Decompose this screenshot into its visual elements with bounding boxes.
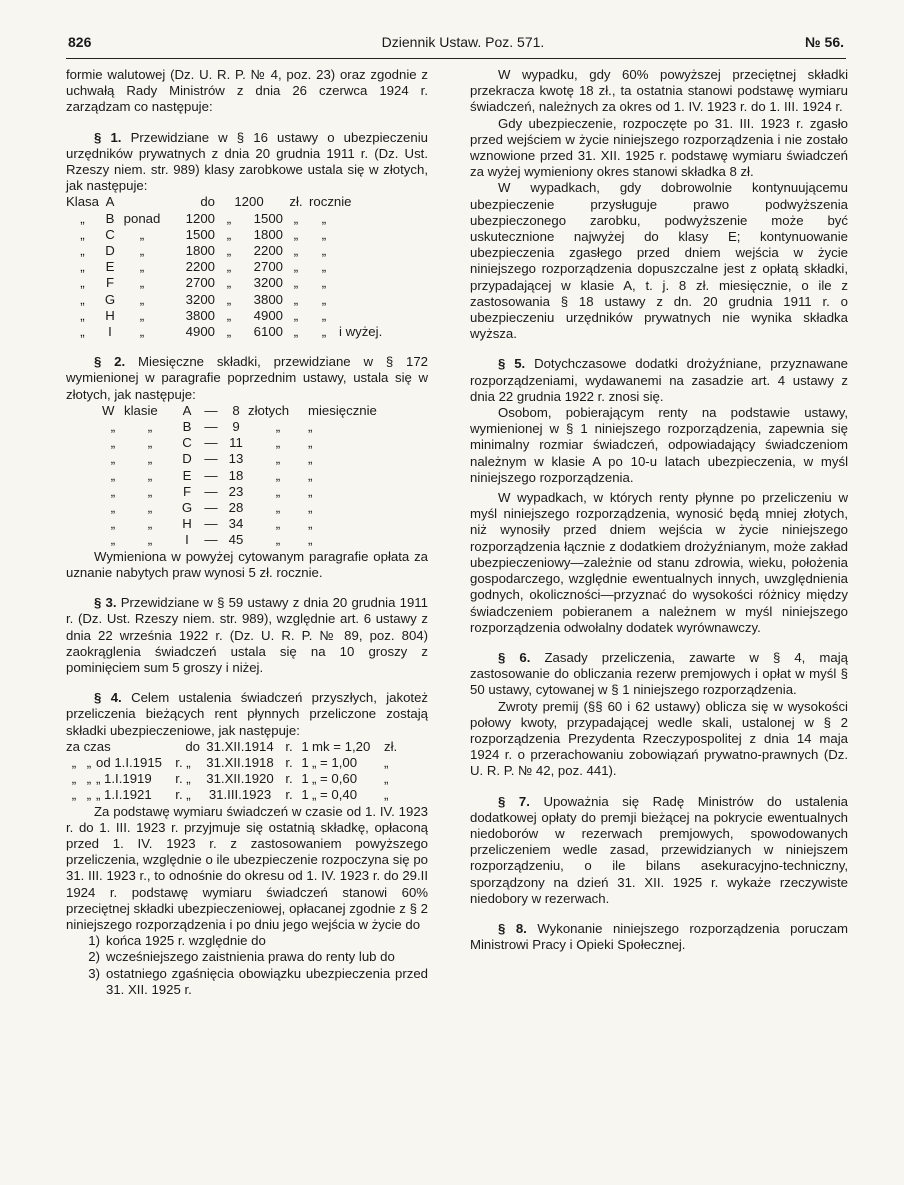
table-cell: 31.III.1923: [208, 787, 272, 803]
table-row: [102, 532, 398, 548]
table-cell: „: [80, 324, 85, 340]
list-item: [66, 949, 428, 965]
table-cell: [339, 308, 409, 324]
section-5: [470, 356, 848, 405]
section-6: [470, 650, 848, 699]
table-cell: „: [308, 483, 313, 499]
table-cell: 1: [301, 771, 309, 787]
table-cell: „: [275, 516, 281, 532]
table-cell: „: [139, 259, 145, 275]
table-cell: 1800: [253, 226, 283, 242]
list-item: [66, 933, 428, 949]
section-8-text: Wykonanie niniejszego rozporządzenia poruczam Ministrowi Pracy i Opieki Społecznej.: [470, 920, 848, 953]
section-2-after: Wymieniona w powyżej cytowanym paragrafie opłata za uznanie nabytych praw wynosi 5 zł. rocznie.: [66, 548, 428, 580]
table-cell: „: [293, 291, 299, 307]
table-cell: r.: [285, 738, 293, 754]
table-cell: 2200: [253, 243, 283, 259]
contribution-table: [102, 403, 398, 549]
table-cell: r.: [285, 771, 293, 787]
table-row: [102, 435, 398, 451]
income-class-table: [66, 194, 409, 340]
table-cell: „: [308, 532, 313, 548]
table-cell: 23: [228, 483, 244, 499]
table-cell: r.: [285, 754, 293, 770]
section-6-paragraph-2: Zwroty premij (§§ 60 i 62 ustawy) oblicza się w wysokości połowy kwoty, przypadającej wedle skali, ustalonej w § 2 rozporządzenia Prezydenta Rzeczypospolitej z dnia 14 maja 1924 r. o przerachowaniu zobowiązań prywatno-prawnych (Dz. U. R. P. № 42, poz. 441).: [470, 698, 848, 779]
table-cell: „: [308, 435, 313, 451]
table-cell: 1: [301, 754, 309, 770]
table-cell: —: [204, 435, 218, 451]
section-4-text: Celem ustalenia świadczeń przyszłych, jakoteż przeliczenia bieżących rent płynnych przeliczone zostają składki ubezpieczeniowe, jak następuje:: [66, 690, 429, 738]
table-cell: „: [110, 516, 116, 532]
table-cell: „: [321, 210, 327, 226]
table-row: [102, 516, 398, 532]
table-cell: B: [105, 210, 115, 226]
table-cell: 31.XII.1918: [206, 754, 274, 770]
table-cell: „: [147, 516, 153, 532]
table-cell: 3200: [253, 275, 283, 291]
table-cell: „: [71, 771, 77, 787]
table-cell: C: [182, 435, 192, 451]
section-4-paragraph-2: Za podstawę wymiaru świadczeń w czasie od 1. IV. 1923 r. do 1. III. 1923 r. przyjmuje się ostatnią składkę, opłaconą przed 1. IV. 1923 r. z zastosowaniem powyższego przeliczenia, względnie o ile ubezpieczenie rozpoczyna się po 31. III. 1923 r., to odnośnie do okresu od 1. IV. 1923 r. do 29.II 1924 r. podstawę wymiaru świadczeń stanowi 60% przeciętnej składki ubezpieczeniowej, opłacanej zgodnie z § 2 niniejszego rozporządzenia i po dniu jego wejścia w życie do: [66, 803, 428, 932]
table-cell: „: [321, 226, 327, 242]
table-cell: „: [321, 243, 327, 259]
table-cell: —: [204, 451, 218, 467]
list-item-text: ostatniego zgaśnięcia obowiązku ubezpieczenia przed 31. XII. 1925 r.: [106, 965, 428, 997]
header-rule: [66, 58, 846, 59]
table-cell: 28: [228, 500, 244, 516]
section-4-number: § 4.: [94, 690, 122, 706]
table-cell: H: [105, 307, 115, 323]
section-5-text: Dotychczasowe dodatki drożyźniane, przyznawane rozporządzeniami, wydawanemi na zasadzie art. 4 ustawy z dnia 22 grudnia 1922 r. znosi się.: [470, 356, 849, 404]
table-cell: „: [321, 307, 327, 323]
table-cell: „ = 0,60: [312, 771, 358, 787]
table-cell: F: [105, 275, 115, 291]
table-cell: „: [226, 226, 232, 242]
table-cell: „: [275, 419, 281, 435]
table-cell: „: [321, 324, 327, 340]
table-cell: 2200: [185, 259, 215, 275]
table-row: [66, 771, 404, 787]
table-cell: „: [226, 275, 232, 291]
table-cell: „: [147, 419, 153, 435]
table-cell: „: [384, 787, 389, 803]
table-cell: 3200: [185, 291, 215, 307]
conversion-table: [66, 739, 404, 804]
paragraph-3: W wypadkach, gdy dobrowolnie kontynuującemu ubezpieczenie przysługuje prawo podwyższenia ubezpieczonego zarobku, podwyższenie może być uskutecznione najwyżej do klasy E; kontynuowanie ubezpieczenia zgasłego przed dniem wejścia w życie niniejszego rozporządzenia dopuszczalne jest z opłatą składki, przypadającej w klasie A, t. j. 8 zł. miesięcznie, o ile z zastosowania § 18 ustawy z dn. 20 grudnia 1911 r. o ubezpieczeniu urzędników prywatnych nie wynika składka wyższa.: [470, 180, 848, 342]
section-3: [66, 595, 428, 676]
table-cell: zł.: [384, 738, 398, 754]
table-cell: [339, 275, 409, 291]
table-cell: „: [80, 307, 85, 323]
table-row: [102, 484, 398, 500]
table-cell: „: [110, 500, 116, 516]
table-cell: 13: [228, 451, 244, 467]
section-7-text: Upoważnia się Radę Ministrów do ustalenia dodatkowej opłaty do premji bieżącej na pokrycie ewentualnych niedoborów w rezerwach premjowych, spowodowanych przeliczeniem wedle zasad, przewidzianych w niniejszem rozporządzeniu, o ile bilans asekuracyjno-techniczny, sporządzony na dzień 31. XII. 1925 r. wykaże rzeczywiste niedobory w rezerwach.: [470, 793, 848, 906]
table-cell: 3800: [185, 307, 215, 323]
table-row: [66, 308, 409, 324]
table-cell: 1200: [185, 210, 215, 226]
table-cell: 9: [232, 419, 240, 435]
table-cell: „: [147, 483, 153, 499]
list-item-number: 1): [88, 933, 100, 949]
table-row: [66, 275, 409, 291]
table-cell: „: [86, 754, 92, 770]
table-cell: „: [147, 532, 153, 548]
table-cell: „: [80, 226, 85, 242]
table-cell: 45: [228, 532, 244, 548]
list-item-text: wcześniejszego zaistnienia prawa do renty lub do: [106, 949, 395, 965]
table-cell: 6100: [253, 324, 283, 340]
table-cell: „: [293, 307, 299, 323]
section-8: [470, 921, 848, 953]
table-cell: „: [110, 532, 116, 548]
table-row: [66, 227, 409, 243]
section-3-text: Przewidziane w § 59 ustawy z dnia 20 grudnia 1911 r. (Dz. Ust. Rzeszy niem. str. 989), względnie art. 6 ustawy z dnia 22 września 1922 r. (Dz. U. R. P. № 89, poz. 804) zaokrąglenia świadczeń ustala się na 10 groszy z pominięciem sum 5 groszy i niżej.: [66, 595, 428, 675]
table-cell: 34: [228, 516, 244, 532]
table-cell: „: [293, 243, 299, 259]
table-cell: „: [226, 307, 232, 323]
table-cell: „: [110, 467, 116, 483]
table-cell: „: [139, 275, 145, 291]
table-cell: mk = 1,20: [312, 738, 371, 754]
page-number: 826: [68, 34, 92, 50]
table-row: [66, 211, 409, 227]
table-cell: C: [105, 226, 115, 242]
table-cell: „: [226, 243, 232, 259]
table-cell: i wyżej.: [339, 324, 383, 340]
table-cell: „: [321, 275, 327, 291]
table-cell: „: [308, 500, 313, 516]
table-cell: „: [275, 500, 281, 516]
table-cell: „: [308, 516, 313, 532]
list-item-number: 2): [88, 949, 100, 965]
table-cell: 1800: [185, 243, 215, 259]
table-cell: „: [139, 291, 145, 307]
table-cell: „ = 0,40: [312, 787, 358, 803]
list-item-text: końca 1925 r. względnie do: [106, 933, 266, 949]
table-row: [66, 259, 409, 275]
journal-title: Dziennik Ustaw. Poz. 571.: [381, 34, 545, 50]
table-cell: —: [204, 500, 218, 516]
table-row: [66, 739, 404, 755]
table-cell: I: [185, 532, 189, 548]
table-row: [102, 419, 398, 435]
table-cell: „: [384, 771, 389, 787]
table-row: [66, 755, 404, 771]
table-cell: od 1.I.1915: [96, 754, 162, 770]
section-7-number: § 7.: [498, 793, 530, 809]
table-cell: „: [110, 419, 116, 435]
table-cell: „: [80, 210, 85, 226]
table-cell: H: [182, 516, 192, 532]
section-2: [66, 354, 428, 403]
table-cell: „: [308, 419, 313, 435]
table-cell: „: [308, 451, 313, 467]
table-cell: „: [275, 532, 281, 548]
table-row: W klasie A — 8 złotych miesięcznie: [102, 402, 377, 418]
table-cell: „: [139, 324, 145, 340]
table-cell: „: [80, 243, 85, 259]
table-row: [66, 243, 409, 259]
table-cell: G: [181, 500, 193, 516]
table-cell: „: [226, 259, 232, 275]
table-cell: „: [110, 451, 116, 467]
table-cell: r. „: [175, 787, 191, 803]
table-cell: F: [182, 483, 192, 499]
table-cell: 1: [301, 738, 309, 754]
table-cell: „: [86, 771, 92, 787]
section-3-number: § 3.: [94, 595, 117, 611]
table-row: [66, 292, 409, 308]
table-cell: „: [275, 451, 281, 467]
table-cell: —: [204, 516, 218, 532]
table-row: [66, 787, 404, 803]
table-cell: 1500: [253, 210, 283, 226]
table-cell: „: [80, 275, 85, 291]
section-1: [66, 130, 428, 195]
section-5-paragraph-2: Osobom, pobierającym renty na podstawie ustawy, wymienionej w § 1 niniejszego rozporządzenia, zapewnia się minimalny rozmiar świadczeń, odpowiadający świadczeniom należnym w klasie A po 10-u latach ubezpieczenia, w myśl niniejszego rozporządzenia.: [470, 405, 848, 485]
issue-number: № 56.: [805, 34, 844, 50]
table-cell: D: [182, 451, 192, 467]
table-cell: D: [105, 243, 115, 259]
table-cell: r. „: [175, 754, 191, 770]
table-cell: „: [80, 259, 85, 275]
table-cell: „: [275, 483, 281, 499]
table-cell: „: [308, 467, 313, 483]
condition-list: [66, 933, 428, 998]
table-cell: —: [204, 467, 218, 483]
table-cell: „: [147, 467, 153, 483]
table-cell: za czas: [66, 738, 111, 754]
table-cell: 31.XII.1920: [206, 771, 274, 787]
section-7: [470, 794, 848, 907]
table-cell: 18: [228, 467, 244, 483]
table-cell: „: [275, 467, 281, 483]
table-cell: do: [185, 738, 200, 754]
section-1-text: Przewidziane w § 16 ustawy o ubezpieczeniu urzędników prywatnych z dnia 20 grudnia 1911 r. (Dz. Ust. Rzeszy niem. str. 989) klasy zarobkowe ustala się w złotych, jak następuje:: [66, 129, 428, 194]
table-row: [102, 451, 398, 467]
table-cell: „: [147, 435, 153, 451]
table-cell: „: [71, 787, 77, 803]
table-cell: „: [80, 291, 85, 307]
table-cell: [339, 243, 409, 259]
intro-paragraph: formie walutowej (Dz. U. R. P. № 4, poz. 23) oraz zgodnie z uchwałą Rady Ministrów z dnia 26 czerwca 1924 r. zarządzam co następuje:: [66, 67, 428, 115]
table-cell: „: [321, 259, 327, 275]
section-6-text: Zasady przeliczenia, zawarte w § 4, mają zastosowanie do obliczania rezerw premjowych i opłat w myśl § 50 ustawy, cytowanej w § 1 niniejszego rozporządzenia.: [470, 649, 848, 698]
table-cell: „: [293, 275, 299, 291]
section-2-text: Miesięczne składki, przewidziane w § 172 wymienionej w paragrafie poprzednim ustawy, ustala się w złotych, jak następuje:: [66, 354, 428, 402]
table-cell: „ = 1,00: [312, 754, 358, 770]
table-cell: 31.XII.1914: [206, 738, 274, 754]
table-cell: [339, 227, 409, 243]
table-cell: —: [204, 483, 218, 499]
table-cell: —: [204, 419, 218, 435]
table-cell: „: [226, 324, 232, 340]
paragraph-2: Gdy ubezpieczenie, rozpoczęte po 31. III. 1923 r. zgasło przed wejściem w życie niniejszego rozporządzenia i nie zostało wznowione przed 31. XII. 1925 r. podstawę wymiaru świadczeń za wyżej wymieniony okres stanowi składka 8 zł.: [470, 115, 848, 180]
table-cell: „: [139, 307, 145, 323]
table-cell: E: [182, 467, 192, 483]
section-5-paragraph-3: W wypadkach, w których renty płynne po przeliczeniu w myśl niniejszego rozporządzenia, wynosić będą mniej złotych, niż wynosiły przed dniem wejścia w życie niniejszego rozporządzenia łącznie z dodatkiem drożyźnianym, może zakład ubezpieczeniowy—zależnie od stanu zdrowia, wieku, położenia gospodarczego, względnie ewentualnych innych, uwzględnienia godnych, okoliczności—przyznać do wysokości różnicy między świadczeniem pobieranem a należnem w myśl niniejszego rozporządzenia odwołalny dodatek wyrównawczy.: [470, 490, 848, 635]
table-cell: 4900: [253, 307, 283, 323]
table-cell: „: [275, 435, 281, 451]
table-cell: [339, 211, 409, 227]
table-cell: „ 1.I.1919: [96, 771, 152, 787]
table-cell: [339, 292, 409, 308]
section-5-number: § 5.: [498, 356, 526, 372]
table-cell: „: [293, 210, 299, 226]
table-cell: „: [226, 210, 232, 226]
table-cell: I: [108, 324, 112, 340]
table-cell: „: [293, 259, 299, 275]
page-header: [68, 34, 844, 52]
section-4: [66, 690, 428, 739]
left-column: [66, 67, 428, 998]
table-cell: 11: [229, 435, 243, 451]
table-cell: 1500: [185, 226, 215, 242]
table-cell: „: [86, 787, 92, 803]
table-cell: „: [147, 451, 153, 467]
table-cell: G: [104, 291, 116, 307]
table-row: [66, 324, 409, 340]
table-cell: „: [110, 483, 116, 499]
table-row: [102, 500, 398, 516]
table-cell: 2700: [253, 259, 283, 275]
table-row: [102, 468, 398, 484]
section-6-number: § 6.: [498, 649, 531, 665]
section-1-number: § 1.: [94, 129, 122, 145]
table-cell: r.: [285, 787, 293, 803]
table-cell: E: [105, 259, 115, 275]
right-column: [470, 67, 848, 953]
table-cell: „: [139, 226, 145, 242]
table-cell: „: [139, 243, 145, 259]
table-cell: „: [321, 291, 327, 307]
table-cell: „: [293, 226, 299, 242]
table-cell: „: [384, 754, 389, 770]
paragraph-1: W wypadku, gdy 60% powyższej przeciętnej składki przekracza kwotę 18 zł., ta ostatnia stanowi podstawę wymiaru świadczeń, należnych za okres od 1. IV. 1923 r. do 1. III. 1924 r.: [470, 67, 848, 115]
section-8-number: § 8.: [498, 920, 527, 936]
section-2-number: § 2.: [94, 354, 126, 370]
table-cell: r. „: [175, 771, 191, 787]
table-cell: 1: [301, 787, 309, 803]
table-row: Klasa A do 1200 zł. rocznie: [66, 194, 352, 210]
table-cell: „ 1.I.1921: [96, 787, 152, 803]
table-cell: „: [226, 291, 232, 307]
table-cell: „: [71, 754, 77, 770]
table-cell: „: [147, 500, 153, 516]
table-cell: „: [293, 324, 299, 340]
table-cell: 2700: [185, 275, 215, 291]
table-cell: 3800: [253, 291, 283, 307]
list-item-number: 3): [88, 965, 100, 981]
table-cell: 4900: [185, 324, 215, 340]
table-cell: —: [204, 532, 218, 548]
table-cell: B: [182, 419, 192, 435]
table-cell: ponad: [123, 210, 161, 226]
list-item: [66, 966, 428, 998]
table-cell: „: [110, 435, 116, 451]
table-cell: [339, 259, 409, 275]
